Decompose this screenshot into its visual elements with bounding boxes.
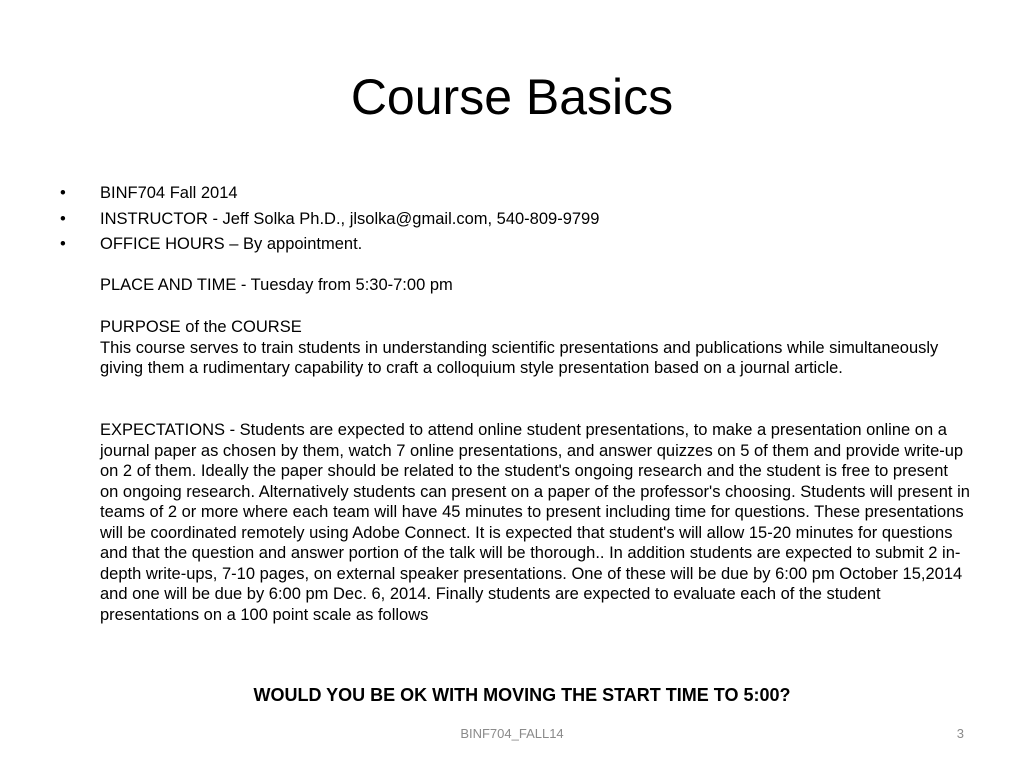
- place-time-text: PLACE AND TIME - Tuesday from 5:30-7:00 pm: [100, 276, 453, 294]
- bullet-item-office-hours: [60, 234, 970, 255]
- bullet-item-instructor: [60, 209, 970, 230]
- footer-text: BINF704_FALL14: [460, 726, 564, 741]
- bullet-text: INSTRUCTOR - Jeff Solka Ph.D., jlsolka@gmail.com, 540-809-9799: [100, 209, 600, 228]
- bullet-list: [60, 183, 970, 260]
- bullet-marker: •: [60, 184, 66, 202]
- bullet-marker: •: [60, 235, 66, 253]
- bullet-text: BINF704 Fall 2014: [100, 184, 238, 202]
- bullet-item-course: [60, 183, 970, 204]
- bullet-marker: •: [60, 209, 66, 228]
- bullet-text: OFFICE HOURS – By appointment.: [100, 235, 363, 253]
- question-text: WOULD YOU BE OK WITH MOVING THE START TIME TO 5:00?: [253, 685, 791, 705]
- purpose-body: This course serves to train students in understanding scientific presentations and publications while simultaneously giving them a rudimentary capability to craft a colloquium style presentation based on a journal article.: [100, 338, 939, 377]
- page-number: 3: [956, 726, 964, 741]
- expectations-text: EXPECTATIONS - Students are expected to attend online student presentations, to make a presentation online on a journal paper as chosen by them, watch 7 online presentations, and answer quizzes on 5 of them and provide write-up on 2 of them. Ideally the paper should be related to the student's ongoing research and the student is free to present on ongoing research. Alternatively students can present on a paper of the professor's choosing. Students will present in teams of 2 or more where each team will have 45 minutes to present including time for questions. These presentations will be coordinated remotely using Adobe Connect. It is expected that student's will allow 15-20 minutes for questions and that the question and answer portion of the talk will be thorough.. In addition students are expected to submit 2 in-depth write-ups, 7-10 pages, on external speaker presentations. One of these will be due by 6:00 pm October 15,2014 and one will be due by 6:00 pm Dec. 6, 2014. Finally students are expected to evaluate each of the student presentations on a 100 point scale as follows: [100, 421, 970, 624]
- slide-title: Course Basics: [350, 69, 674, 125]
- purpose-section: [100, 317, 970, 379]
- purpose-heading: PURPOSE of the COURSE: [100, 318, 302, 336]
